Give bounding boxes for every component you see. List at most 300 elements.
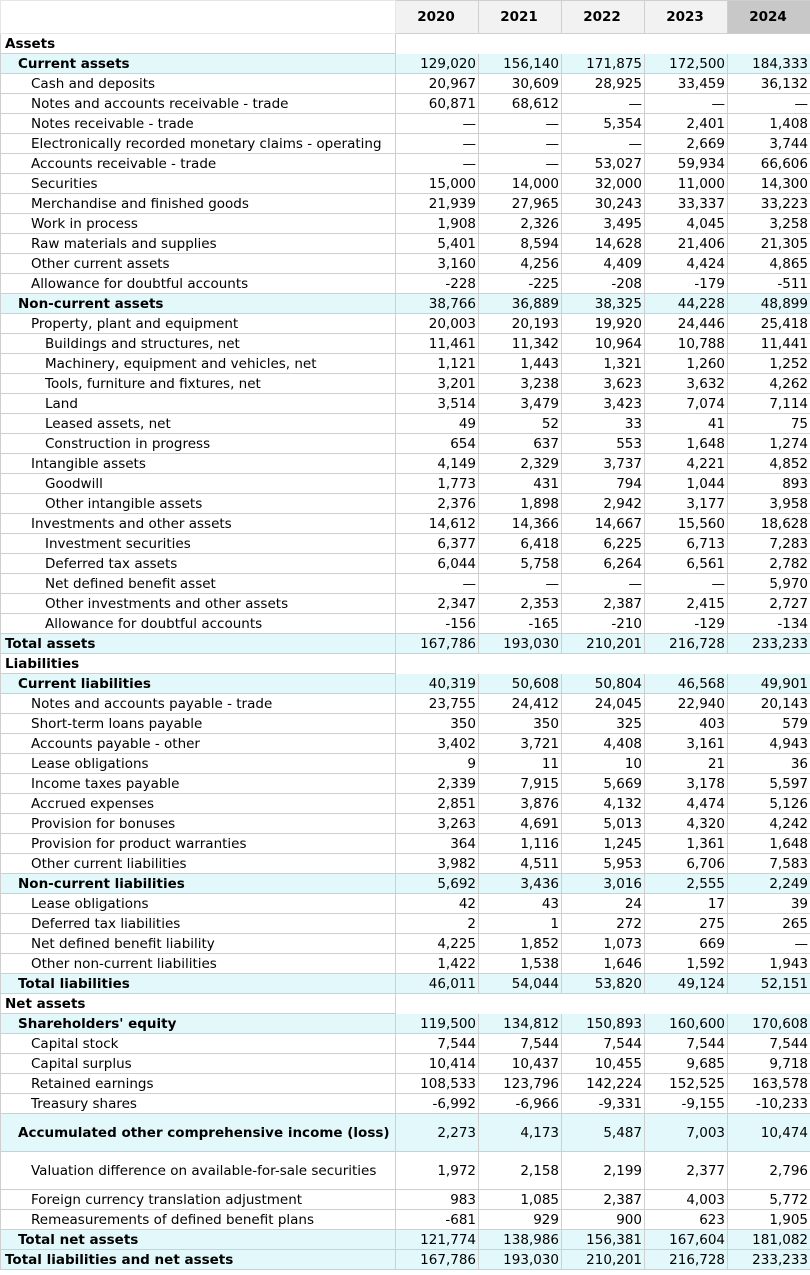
year-header-2021[interactable]: 2021 [479,1,562,34]
value-cell: 1,443 [479,354,562,374]
value-cell: 1,538 [479,954,562,974]
value-cell: 7,544 [396,1034,479,1054]
value-cell: 4,424 [645,254,728,274]
value-cell: 5,953 [562,854,645,874]
value-cell: 7,544 [562,1034,645,1054]
table-row [1,714,810,734]
value-cell: -10,233 [728,1094,810,1114]
value-cell: — [479,154,562,174]
value-cell: 3,161 [645,734,728,754]
value-cell: — [562,574,645,594]
value-cell [728,34,810,54]
value-cell: 210,201 [562,1250,645,1270]
value-cell [479,654,562,674]
value-cell: 3,982 [396,854,479,874]
value-cell: 2 [396,914,479,934]
value-cell: 4,409 [562,254,645,274]
table-row [1,94,810,114]
row-label: Income taxes payable [1,774,396,794]
value-cell: 42 [396,894,479,914]
row-label: Capital stock [1,1034,396,1054]
value-cell: 2,249 [728,874,810,894]
value-cell: — [479,134,562,154]
value-cell: 53,820 [562,974,645,994]
value-cell: 3,876 [479,794,562,814]
value-cell: 9,685 [645,1054,728,1074]
value-cell: 10,788 [645,334,728,354]
table-row [1,1094,810,1114]
table-row [1,674,810,694]
value-cell: 3,263 [396,814,479,834]
value-cell: 216,728 [645,634,728,654]
row-label: Goodwill [1,474,396,494]
value-cell: 3,632 [645,374,728,394]
value-cell [645,654,728,674]
value-cell: 1,648 [645,434,728,454]
value-cell: 3,479 [479,394,562,414]
value-cell: 10 [562,754,645,774]
value-cell: 38,766 [396,294,479,314]
value-cell: 669 [645,934,728,954]
row-label: Total assets [1,634,396,654]
value-cell: 2,387 [562,594,645,614]
value-cell: 163,578 [728,1074,810,1094]
value-cell: 4,943 [728,734,810,754]
value-cell: 2,199 [562,1152,645,1190]
value-cell: 54,044 [479,974,562,994]
value-cell: — [728,934,810,954]
row-label: Allowance for doubtful accounts [1,274,396,294]
value-cell: 1,648 [728,834,810,854]
value-cell: 49,901 [728,674,810,694]
value-cell: 3,201 [396,374,479,394]
value-cell: 1,361 [645,834,728,854]
value-cell: 5,487 [562,1114,645,1152]
value-cell: 4,225 [396,934,479,954]
value-cell [728,654,810,674]
table-row [1,1152,810,1190]
value-cell: 6,713 [645,534,728,554]
value-cell: 265 [728,914,810,934]
value-cell: 1,274 [728,434,810,454]
value-cell: 1,408 [728,114,810,134]
value-cell: 7,074 [645,394,728,414]
value-cell: 21,305 [728,234,810,254]
row-label: Provision for bonuses [1,814,396,834]
value-cell: 350 [479,714,562,734]
value-cell: 24 [562,894,645,914]
value-cell: -129 [645,614,728,634]
row-label: Accumulated other comprehensive income (loss) [1,1114,396,1152]
row-label: Property, plant and equipment [1,314,396,334]
table-row [1,694,810,714]
table-row [1,434,810,454]
value-cell: 59,934 [645,154,728,174]
year-header-2022[interactable]: 2022 [562,1,645,34]
value-cell: 7,283 [728,534,810,554]
value-cell: 3,495 [562,214,645,234]
value-cell: 2,273 [396,1114,479,1152]
row-label: Retained earnings [1,1074,396,1094]
value-cell: 10,414 [396,1054,479,1074]
value-cell: 2,158 [479,1152,562,1190]
value-cell: 553 [562,434,645,454]
value-cell: 21,406 [645,234,728,254]
value-cell: 1,245 [562,834,645,854]
value-cell: 7,003 [645,1114,728,1152]
value-cell: 129,020 [396,54,479,74]
value-cell: -210 [562,614,645,634]
value-cell: 5,597 [728,774,810,794]
value-cell [562,34,645,54]
value-cell: 6,225 [562,534,645,554]
table-row [1,474,810,494]
value-cell: 403 [645,714,728,734]
table-row [1,174,810,194]
value-cell: 2,727 [728,594,810,614]
value-cell: 33,223 [728,194,810,214]
value-cell: 152,525 [645,1074,728,1094]
header-corner [1,1,396,34]
value-cell [396,654,479,674]
value-cell: 233,233 [728,634,810,654]
value-cell: 36 [728,754,810,774]
value-cell: 1,852 [479,934,562,954]
value-cell: 30,243 [562,194,645,214]
value-cell [479,994,562,1014]
value-cell: 14,667 [562,514,645,534]
value-cell: 25,418 [728,314,810,334]
value-cell: 4,320 [645,814,728,834]
value-cell: 4,865 [728,254,810,274]
table-row [1,494,810,514]
row-label: Land [1,394,396,414]
value-cell: -9,331 [562,1094,645,1114]
value-cell: 24,446 [645,314,728,334]
year-header-2023[interactable]: 2023 [645,1,728,34]
value-cell: 2,387 [562,1190,645,1210]
table-row [1,654,810,674]
value-cell: 10,455 [562,1054,645,1074]
row-label: Liabilities [1,654,396,674]
value-cell: 49 [396,414,479,434]
value-cell: 121,774 [396,1230,479,1250]
table-row [1,34,810,54]
value-cell: 134,812 [479,1014,562,1034]
value-cell [645,34,728,54]
row-label: Allowance for doubtful accounts [1,614,396,634]
value-cell: 7,114 [728,394,810,414]
value-cell: 1,422 [396,954,479,974]
value-cell: 637 [479,434,562,454]
value-cell: 2,796 [728,1152,810,1190]
value-cell: 14,300 [728,174,810,194]
value-cell: 27,965 [479,194,562,214]
table-row [1,814,810,834]
value-cell: — [479,114,562,134]
row-label: Lease obligations [1,894,396,914]
row-label: Foreign currency translation adjustment [1,1190,396,1210]
value-cell: 14,612 [396,514,479,534]
value-cell: — [645,94,728,114]
value-cell: 2,353 [479,594,562,614]
value-cell: 1,252 [728,354,810,374]
table-row [1,894,810,914]
value-cell: — [562,94,645,114]
row-label: Net assets [1,994,396,1014]
value-cell: 14,628 [562,234,645,254]
table-row [1,134,810,154]
value-cell: 3,177 [645,494,728,514]
value-cell: 4,474 [645,794,728,814]
table-row [1,1210,810,1230]
value-cell: -225 [479,274,562,294]
value-cell: 49,124 [645,974,728,994]
value-cell: 4,242 [728,814,810,834]
row-label: Machinery, equipment and vehicles, net [1,354,396,374]
row-label: Capital surplus [1,1054,396,1074]
table-row [1,534,810,554]
value-cell: 3,258 [728,214,810,234]
table-row [1,554,810,574]
value-cell: 38,325 [562,294,645,314]
value-cell [728,994,810,1014]
value-cell: 7,544 [728,1034,810,1054]
value-cell: 2,942 [562,494,645,514]
row-label: Remeasurements of defined benefit plans [1,1210,396,1230]
value-cell: 4,003 [645,1190,728,1210]
value-cell: 7,583 [728,854,810,874]
value-cell: 3,016 [562,874,645,894]
row-label: Other current liabilities [1,854,396,874]
row-label: Current liabilities [1,674,396,694]
table-row [1,354,810,374]
value-cell: -134 [728,614,810,634]
value-cell: -6,992 [396,1094,479,1114]
table-row [1,294,810,314]
value-cell: 11,441 [728,334,810,354]
table-row [1,214,810,234]
value-cell: 2,555 [645,874,728,894]
table-row [1,1014,810,1034]
value-cell: 52,151 [728,974,810,994]
value-cell: 4,262 [728,374,810,394]
value-cell: 10,964 [562,334,645,354]
table-body [1,34,810,1270]
value-cell: 794 [562,474,645,494]
value-cell: 30,609 [479,74,562,94]
row-label: Net defined benefit liability [1,934,396,954]
value-cell: 66,606 [728,154,810,174]
value-cell: -208 [562,274,645,294]
value-cell: -6,966 [479,1094,562,1114]
value-cell: 156,140 [479,54,562,74]
table-row [1,54,810,74]
value-cell: 1,121 [396,354,479,374]
value-cell: 3,423 [562,394,645,414]
value-cell [396,34,479,54]
row-label: Other investments and other assets [1,594,396,614]
value-cell: 7,544 [645,1034,728,1054]
value-cell: 4,221 [645,454,728,474]
value-cell: 11,342 [479,334,562,354]
table-row [1,1054,810,1074]
value-cell: 5,692 [396,874,479,894]
table-row [1,394,810,414]
value-cell: 170,608 [728,1014,810,1034]
value-cell: 1,898 [479,494,562,514]
value-cell: 20,967 [396,74,479,94]
row-label: Accounts payable - other [1,734,396,754]
row-label: Total liabilities [1,974,396,994]
row-label: Cash and deposits [1,74,396,94]
value-cell: 11,000 [645,174,728,194]
row-label: Lease obligations [1,754,396,774]
table-row [1,614,810,634]
value-cell: 68,612 [479,94,562,114]
row-label: Non-current assets [1,294,396,314]
value-cell: 33,459 [645,74,728,94]
value-cell: 19,920 [562,314,645,334]
year-header-2020[interactable]: 2020 [396,1,479,34]
value-cell: 1,908 [396,214,479,234]
value-cell: 364 [396,834,479,854]
value-cell: 4,256 [479,254,562,274]
year-header-2024[interactable]: 2024 [728,1,810,34]
value-cell: 6,264 [562,554,645,574]
row-label: Net defined benefit asset [1,574,396,594]
value-cell: 41 [645,414,728,434]
value-cell: 579 [728,714,810,734]
value-cell: 171,875 [562,54,645,74]
value-cell: 2,347 [396,594,479,614]
value-cell: 75 [728,414,810,434]
value-cell: 53,027 [562,154,645,174]
table-row [1,1114,810,1152]
value-cell: 6,418 [479,534,562,554]
value-cell: 11,461 [396,334,479,354]
value-cell: 2,339 [396,774,479,794]
value-cell: 8,594 [479,234,562,254]
row-label: Accrued expenses [1,794,396,814]
table-row [1,1190,810,1210]
value-cell: 46,011 [396,974,479,994]
value-cell: 3,178 [645,774,728,794]
value-cell: 193,030 [479,634,562,654]
value-cell: 5,772 [728,1190,810,1210]
value-cell: 9 [396,754,479,774]
row-label: Accounts receivable - trade [1,154,396,174]
value-cell: 18,628 [728,514,810,534]
value-cell: 7,544 [479,1034,562,1054]
value-cell: 11 [479,754,562,774]
value-cell: 160,600 [645,1014,728,1034]
value-cell: 1,260 [645,354,728,374]
value-cell: 167,786 [396,634,479,654]
value-cell: 150,893 [562,1014,645,1034]
value-cell: 3,436 [479,874,562,894]
value-cell: 2,851 [396,794,479,814]
value-cell: 5,970 [728,574,810,594]
row-label: Raw materials and supplies [1,234,396,254]
row-label: Intangible assets [1,454,396,474]
value-cell: 32,000 [562,174,645,194]
value-cell: 431 [479,474,562,494]
value-cell: 108,533 [396,1074,479,1094]
table-row [1,974,810,994]
value-cell: 4,691 [479,814,562,834]
value-cell: 3,721 [479,734,562,754]
table-row [1,734,810,754]
value-cell: 40,319 [396,674,479,694]
value-cell: 4,132 [562,794,645,814]
value-cell: 3,402 [396,734,479,754]
table-row [1,234,810,254]
value-cell: 6,561 [645,554,728,574]
table-row [1,994,810,1014]
value-cell: 36,889 [479,294,562,314]
row-label: Work in process [1,214,396,234]
table-row [1,454,810,474]
value-cell: -9,155 [645,1094,728,1114]
value-cell: 4,045 [645,214,728,234]
value-cell: 46,568 [645,674,728,694]
value-cell: 142,224 [562,1074,645,1094]
table-row [1,414,810,434]
value-cell: 3,160 [396,254,479,274]
value-cell: 1,085 [479,1190,562,1210]
row-label: Total net assets [1,1230,396,1250]
row-label: Total liabilities and net assets [1,1250,396,1270]
value-cell: 900 [562,1210,645,1230]
value-cell: 167,786 [396,1250,479,1270]
value-cell: 193,030 [479,1250,562,1270]
value-cell: — [562,134,645,154]
value-cell: 2,377 [645,1152,728,1190]
value-cell: — [396,574,479,594]
value-cell: 15,000 [396,174,479,194]
value-cell: -179 [645,274,728,294]
row-label: Other current assets [1,254,396,274]
value-cell: 10,474 [728,1114,810,1152]
value-cell: 10,437 [479,1054,562,1074]
value-cell: -156 [396,614,479,634]
value-cell: 2,376 [396,494,479,514]
value-cell: 21,939 [396,194,479,214]
value-cell: 39 [728,894,810,914]
table-row [1,334,810,354]
row-label: Deferred tax liabilities [1,914,396,934]
value-cell: 4,173 [479,1114,562,1152]
row-label: Non-current liabilities [1,874,396,894]
value-cell: -228 [396,274,479,294]
table-row [1,954,810,974]
value-cell: 5,401 [396,234,479,254]
row-label: Short-term loans payable [1,714,396,734]
table-header [1,1,810,34]
value-cell: — [479,574,562,594]
value-cell: 275 [645,914,728,934]
value-cell: 6,044 [396,554,479,574]
value-cell: 184,333 [728,54,810,74]
row-label: Buildings and structures, net [1,334,396,354]
value-cell: 5,126 [728,794,810,814]
value-cell: 3,744 [728,134,810,154]
value-cell: 2,782 [728,554,810,574]
value-cell: 2,326 [479,214,562,234]
row-label: Shareholders' equity [1,1014,396,1034]
value-cell: 24,412 [479,694,562,714]
